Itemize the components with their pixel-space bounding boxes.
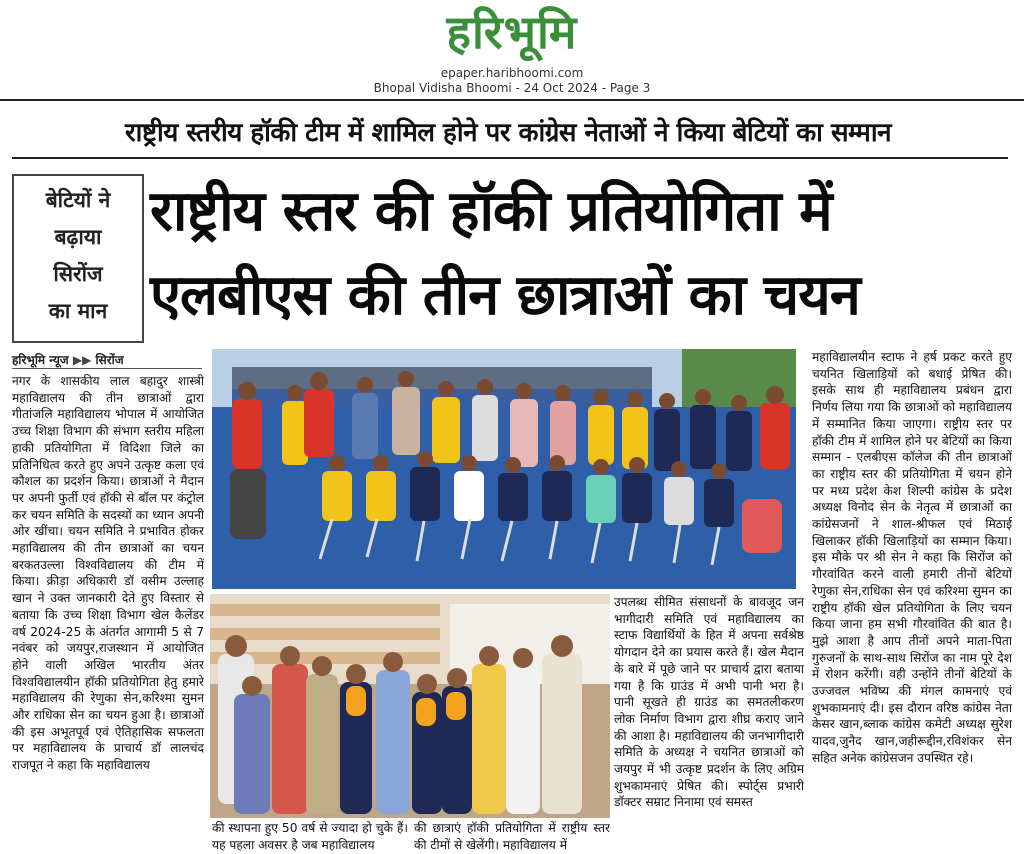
side-caption-line: सिरोंज — [53, 262, 103, 286]
byline-place: सिरोंज — [95, 353, 124, 367]
masthead-divider — [0, 99, 1024, 101]
byline — [12, 351, 202, 368]
side-caption-line: बेटियों ने — [45, 188, 111, 212]
site-url: epaper.haribhoomi.com — [440, 66, 584, 80]
team-photo-illustration — [212, 349, 796, 589]
team-photo — [212, 349, 796, 589]
side-caption-box — [12, 174, 144, 343]
byline-divider — [12, 368, 202, 369]
byline-arrow-icon: ▶▶ — [72, 353, 92, 367]
article-column-caption-a: की स्थापना हुए 50 वर्ष से ज्यादा हो चुके हैं। यह पहला अवसर है जब महाविद्यालय — [212, 821, 408, 852]
article-column-right: महाविद्यालयीन स्टाफ ने हर्ष प्रकट करते हुए चयनित खिलाड़ियों को बधाई प्रेषित की। इसके साथ ही महाविद्यालय प्रबंधन द्वारा निर्णय लिया गया कि छात्राओं को महाविद्यालय में सम्मानित किया जाएगा। राष्ट्रीय स्तर पर हॉकी टीम में शामिल होने पर बेटियों का किया सम्मान - एलबीएस कॉलेज की तीन छात्राओं का राष्ट्रीय स्तर की प्रतियोगिता में चयन होने पर मध्य प्रदेश केश शिल्पी कांग्रेस के प्रदेश अध्यक्ष विनोद सेन के नेतृत्व में छात्राओं का कांग्रेसजनों ने शाल-श्रीफल एवं मिठाई खिलाकर हॉकी खिलाड़ियों का सम्मान किया। इस मौके पर श्री सेन ने कहा कि सिरोंज को गौरवांवित करने वाली हमारी तीनों बेटियों रेणुका सेन,राधिका सेन एवं करिश्मा सुमन का राष्ट्रीय हॉकी खेल प्रतियोगिता के लिए चयन किया जाना हम सभी गौरवांवित की बात है। मुझे आशा है आप तीनों अपने माता-पिता गुरुजनों के साथ-साथ सिरोंज का नाम पूरे देश में रोशन करेंगी। वही उन्होंने तीनों बेटियों के उज्जवल भविष्य की मंगल कामनाएं एवं शुभकामनाएं दी। इस दौरान वरिष्ठ कांग्रेस नेता केसर खान,ब्लाक कांग्रेस कमेटी अध्यक्ष सुरेश यादव,जुनैद खान,जहीरूद्दीन,रविशंकर सेन सहित अनेक कांग्रेसजन उपस्थित रहे। — [812, 350, 1012, 765]
side-caption-line: बढ़ाया — [54, 225, 102, 249]
byline-source: हरिभूमि न्यूज — [12, 353, 69, 367]
felicitation-photo-illustration — [210, 594, 610, 818]
felicitation-photo — [210, 594, 610, 818]
main-headline — [150, 170, 1010, 338]
article-column-left: नगर के शासकीय लाल बहादुर शास्त्री महाविद्यालय की तीन छात्राओं द्वारा गीतांजलि महाविद्यालय भोपाल में आयोजित उच्च शिक्षा विभाग की संभाग स्तरीय महिला हाकी प्रतियोगिता में विदिशा जिले का प्रतिनिधित्व करते हुए अपने उत्कृष्ट कला एवं कौशल का प्रदर्शन किया। छात्राओं ने मैदान पर अपनी फुर्ती एवं हॉकी से बॉल पर कंट्रोल कर चयन समिति के सदस्यों का ध्यान अपनी ओर खींचा। चयन समिति ने प्रभावित होकर महाविद्यालय की तीन छात्राओं का चयन बरकतउल्ला विश्वविद्यालय की टीम में किया। क्रीड़ा अधिकारी डॉ वसीम उल्लाह खान ने उक्त जानकारी देते हुए विस्तार से बताया कि उच्च शिक्षा विभाग खेल कैलेंडर वर्ष 2024-25 के अंतर्गत आगामी 5 से 7 नवंबर को जयपुर,राजस्थान में आयोजित होने वाली अखिल भारतीय अंतर विश्वविद्यालयीन हॉकी प्रतियोगिता हेतु हमारे महाविद्यालय की रेणुका सेन,करिश्मा सुमन और राधिका सेन का चयन हुआ है। छात्राओं की इस अभूतपूर्व एवं ऐतिहासिक सफलता पर महाविद्यालय के प्राचार्य डॉ लालचंद राजपूत ने कहा कि महाविद्यालय — [12, 374, 204, 773]
kicker-headline: राष्ट्रीय स्तरीय हॉकी टीम में शामिल होने पर कांग्रेस नेताओं ने किया बेटियों का सम्मान — [124, 118, 892, 148]
newspaper-logo: हरिभूमि — [446, 5, 578, 59]
group-people — [218, 654, 582, 814]
article-column-middle: उपलब्ध सीमित संसाधनों के बावजूद जन भागीदारी समिति एवं महाविद्यालय का स्टाफ विद्यार्थियों के हित में अपना सर्वश्रेष्ठ योगदान देने का प्रयास करते हैं। खेल मैदान के बारे में पूछे जाने पर प्राचार्य द्वारा बताया गया है कि ग्राउंड में अभी पानी भरा है। पानी सूखते ही ग्राउंड का समतलीकरण लोक निर्माण विभाग द्वारा शीघ्र कराए जाने की आशा है। महाविद्यालय की जनभागीदारी समिति के अध्यक्ष ने चयनित छात्राओं को जयपुर में भी उत्कृष्ट प्रदर्शन के लिए अग्रिम शुभकामनाएं प्रेषित की। स्पोर्ट्स प्रभारी डॉक्टर सम्राट निनामा एवं समस्त — [614, 595, 804, 810]
headline-line-2: एलबीएस की तीन छात्राओं का चयन — [150, 263, 860, 328]
headline-line-1: राष्ट्रीय स्तर की हॉकी प्रतियोगिता में — [150, 179, 832, 244]
kicker-divider — [12, 157, 1008, 159]
edition-info: Bhopal Vidisha Bhoomi - 24 Oct 2024 - Page 3 — [373, 81, 651, 95]
article-column-caption-b: की छात्राएं हॉकी प्रतियोगिता में राष्ट्रीय स्तर की टीमों से खेलेंगी। महाविद्यालय में — [414, 821, 610, 852]
side-caption-line: का मान — [48, 299, 108, 323]
